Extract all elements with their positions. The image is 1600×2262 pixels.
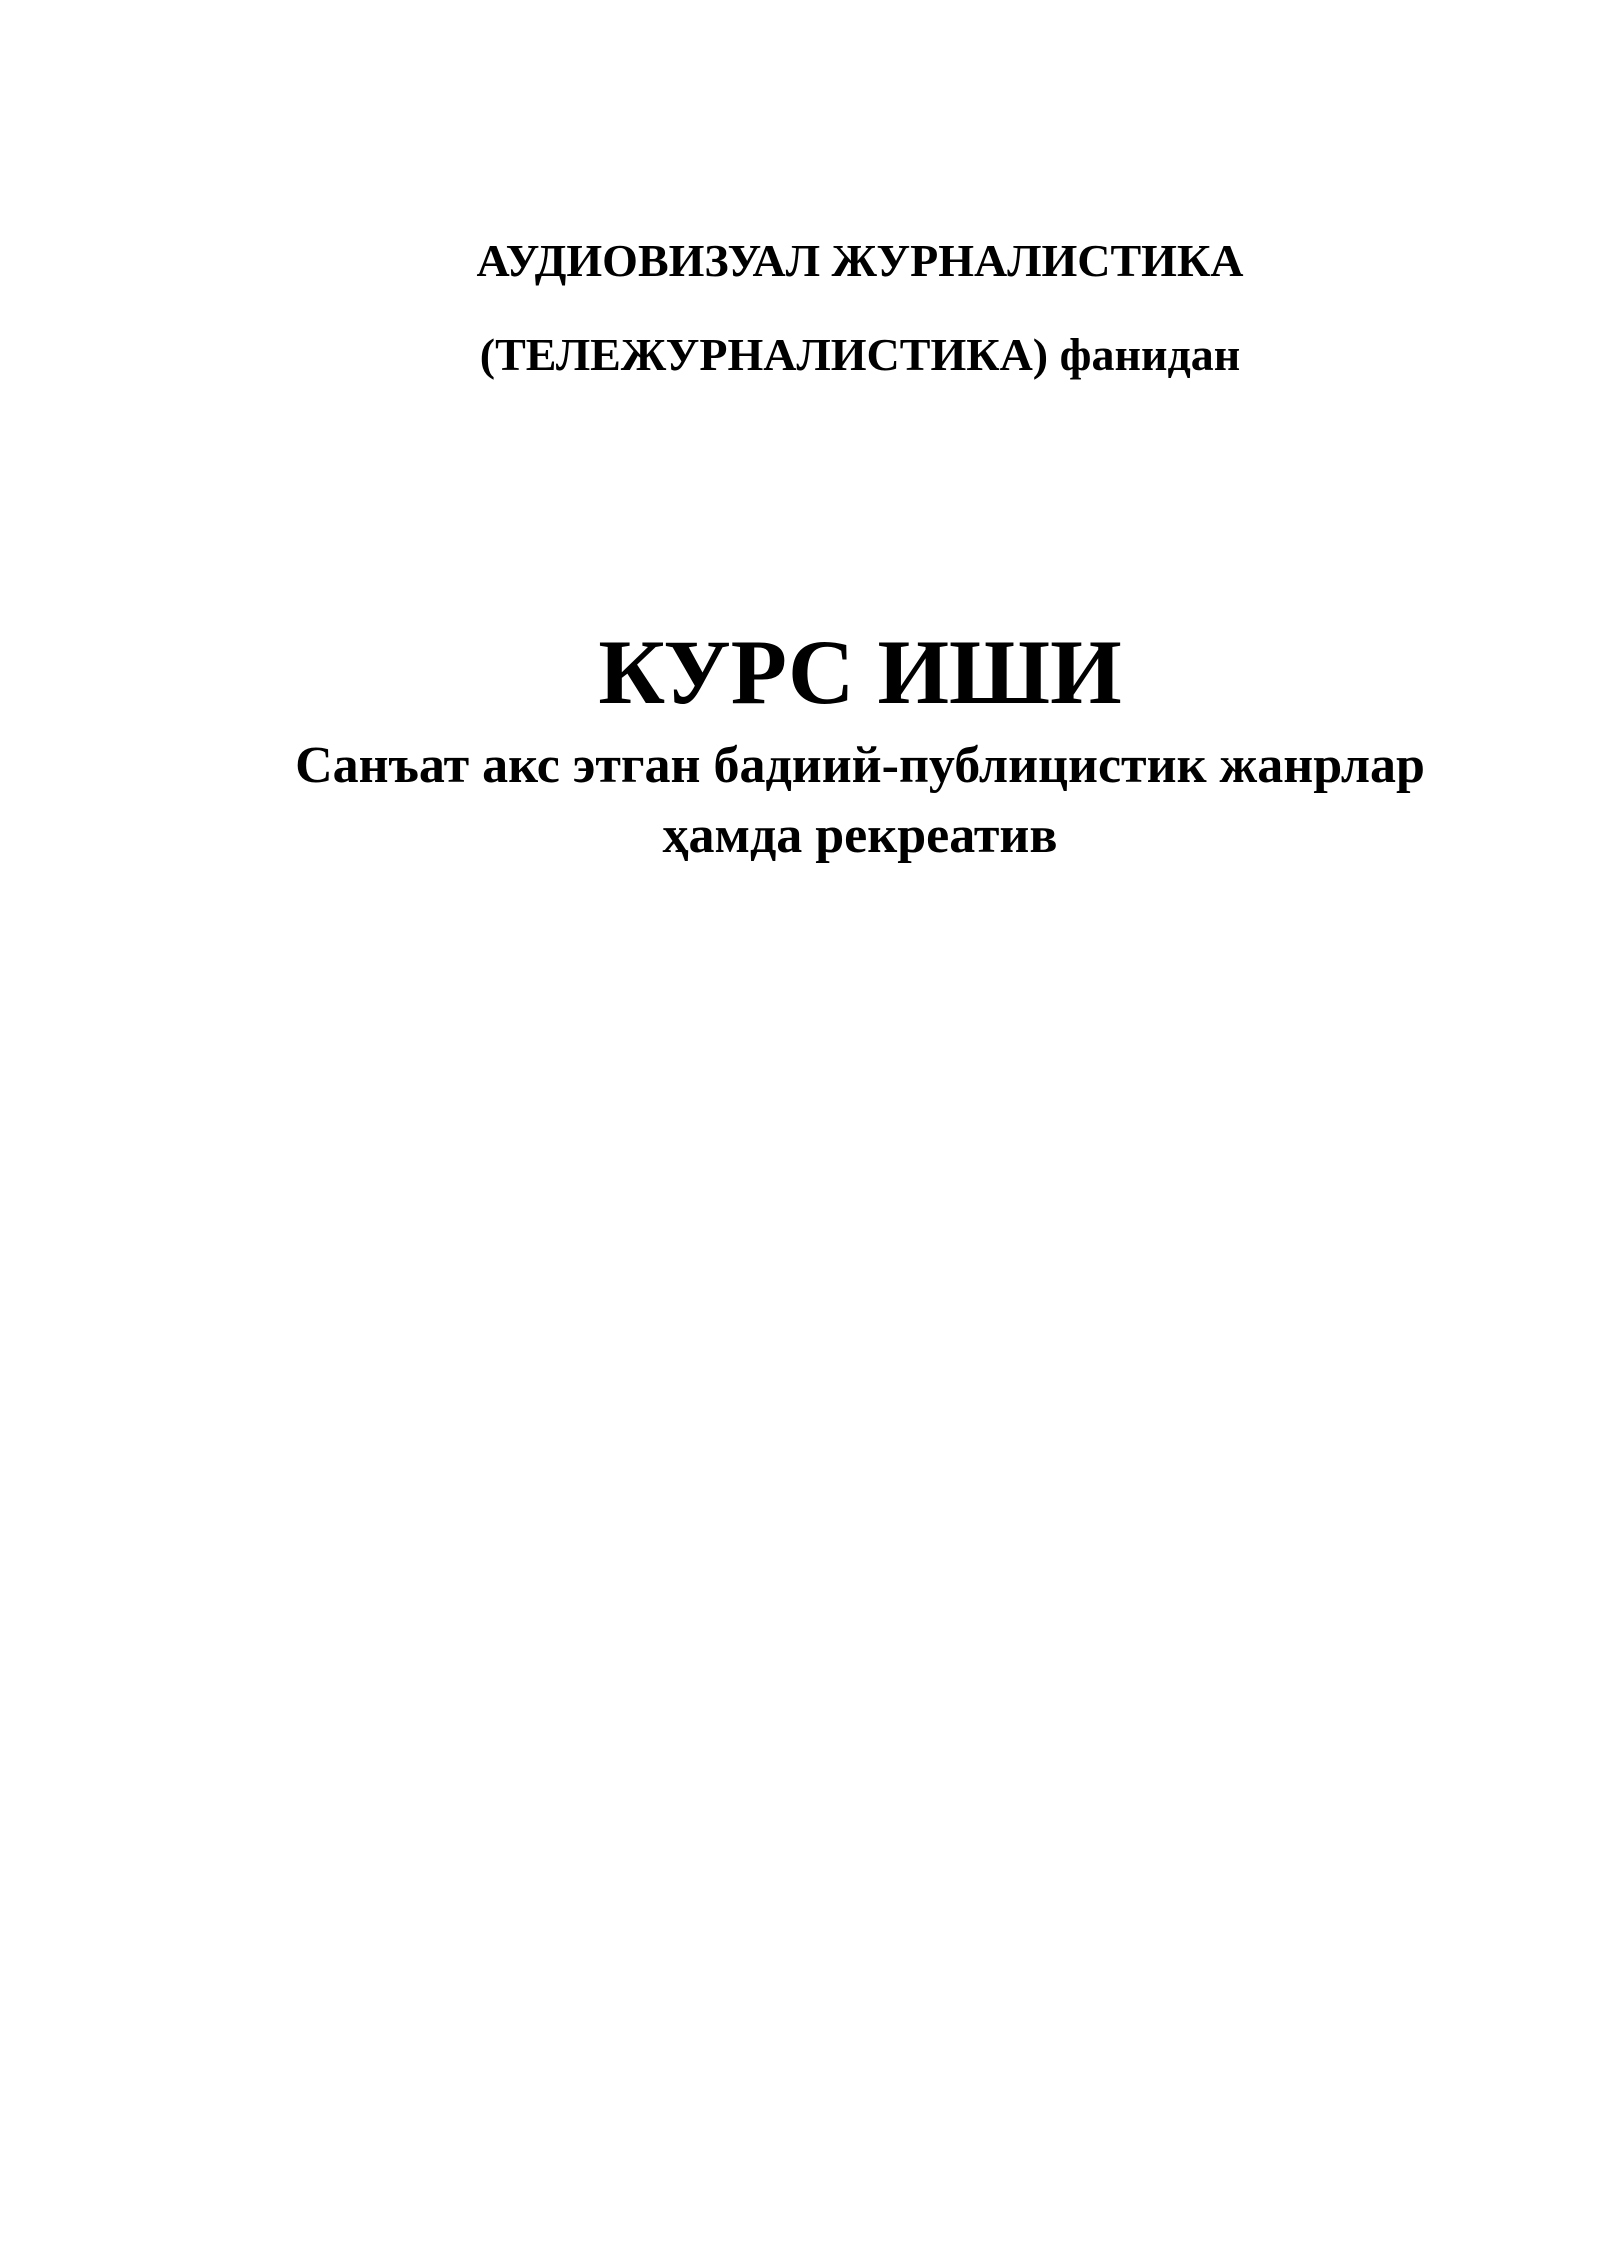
topic-title-line-1: Санъат акс этган бадиий-публицистик жанрлар bbox=[295, 737, 1425, 794]
document-type-heading: КУРС ИШИ bbox=[598, 621, 1122, 723]
subject-title-line-1: АУДИОВИЗУАЛ ЖУРНАЛИСТИКА bbox=[476, 235, 1244, 286]
topic-title-line-2: ҳамда рекреатив bbox=[662, 807, 1058, 864]
subject-title-line-2: (ТЕЛЕЖУРНАЛИСТИКА) фанидан bbox=[479, 329, 1241, 380]
